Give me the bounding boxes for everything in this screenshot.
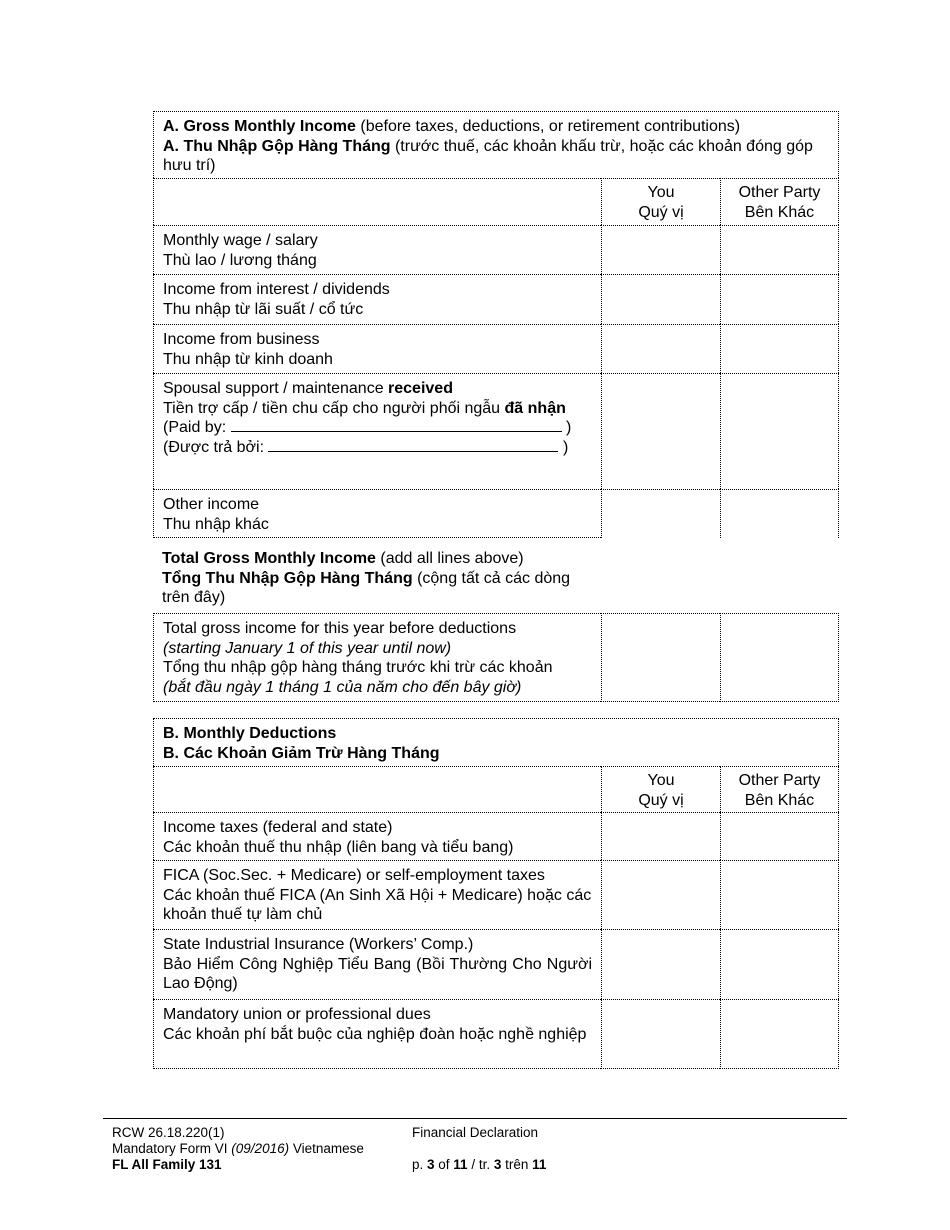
you-amount-field[interactable]	[601, 613, 720, 702]
section-b	[153, 718, 839, 1069]
row-label	[153, 929, 601, 999]
table-row-spousal-support	[153, 373, 839, 489]
row-label	[153, 812, 601, 860]
year-total-vi: Tổng thu nhập gộp hàng tháng trước khi trừ các khoản	[163, 659, 553, 676]
column-header-you	[601, 178, 720, 225]
footer-center	[412, 1125, 546, 1173]
other-party-amount-field[interactable]	[720, 929, 839, 999]
you-amount-field[interactable]	[601, 812, 720, 860]
table-row	[153, 489, 839, 538]
section-b-title	[153, 718, 839, 766]
section-a-title-vi-rest: (trước thuế, các khoản khấu trừ, hoặc các khoản đóng góp hưu trí)	[163, 137, 813, 174]
row-label	[153, 860, 601, 929]
column-header-you	[601, 766, 720, 812]
row-label	[153, 373, 601, 489]
section-a-title	[153, 111, 839, 178]
you-amount-field[interactable]	[601, 929, 720, 999]
section-a-title-en-bold: A. Gross Monthly Income	[163, 118, 356, 135]
footer-rcw: RCW 26.18.220(1)	[112, 1125, 225, 1140]
col-other-en: Other Party	[738, 184, 821, 201]
col-you-vi: Quý vị	[638, 791, 684, 809]
year-total-vi-italic: (bắt đầu ngày 1 tháng 1 của năm cho đến bây giờ)	[163, 678, 522, 696]
row-label	[153, 274, 601, 324]
footer-doc-title: Financial Declaration	[412, 1125, 539, 1140]
page-number: p. 3 of 11 / tr. 3 trên 11	[412, 1157, 547, 1172]
col-you-vi: Quý vị	[638, 203, 684, 221]
total-en-rest: (add all lines above)	[375, 550, 524, 567]
footer-form-lang: Vietnamese	[289, 1141, 364, 1156]
row-label-en: Income from business	[163, 331, 320, 348]
year-total-en-italic: (starting January 1 of this year until now)	[163, 639, 452, 657]
column-header-other-party	[720, 766, 839, 812]
col-you-en: You	[647, 772, 675, 789]
table-row	[153, 860, 839, 929]
col-other-vi: Bên Khác	[744, 203, 815, 221]
row-label-en: Other income	[163, 496, 260, 513]
section-a-title-vi-bold: A. Thu Nhập Gộp Hàng Tháng	[163, 137, 391, 155]
paid-by-input[interactable]	[231, 418, 562, 432]
row-label-vi: Các khoản thuế thu nhập (liên bang và tiểu bang)	[163, 838, 514, 856]
year-total-row	[153, 613, 839, 702]
table-row	[153, 929, 839, 999]
row-label	[153, 225, 601, 274]
col-you-en: You	[647, 184, 675, 201]
row-label	[153, 999, 601, 1069]
row-label-en: Income taxes (federal and state)	[163, 819, 393, 836]
footer-left	[112, 1125, 364, 1173]
you-amount-field[interactable]	[601, 999, 720, 1069]
row-label	[153, 613, 601, 702]
row-label	[153, 324, 601, 373]
close-paren: )	[562, 438, 569, 456]
row-label-vi: Các khoản thuế FICA (An Sinh Xã Hội + Medicare) hoặc các khoản thuế tự làm chủ	[163, 886, 592, 923]
row-label-en: Mandatory union or professional dues	[163, 1006, 431, 1023]
paid-by-vi-label: (Được trả bởi:	[163, 438, 269, 456]
section-b-title-vi: B. Các Khoản Giảm Trừ Hàng Tháng	[163, 744, 440, 762]
row-label-en: Monthly wage / salary	[163, 232, 318, 249]
section-b-title-en: B. Monthly Deductions	[163, 725, 337, 742]
column-header-blank	[153, 178, 601, 225]
row-label-vi: Thu nhập từ kinh doanh	[163, 350, 333, 368]
total-gross-monthly-label	[153, 538, 601, 613]
row-label-vi: Bảo Hiểm Công Nghiệp Tiểu Bang (Bồi Thường Cho Người Lao Động)	[163, 955, 592, 992]
other-party-amount-field[interactable]	[720, 489, 839, 538]
you-amount-field[interactable]	[601, 324, 720, 373]
column-header-other-party	[720, 178, 839, 225]
other-party-amount-field[interactable]	[720, 324, 839, 373]
row-label-en: Income from interest / dividends	[163, 281, 390, 298]
other-party-amount-field[interactable]	[720, 999, 839, 1069]
row-label-en: State Industrial Insurance (Workers’ Comp.)	[163, 936, 474, 953]
table-row	[153, 812, 839, 860]
you-amount-field[interactable]	[601, 860, 720, 929]
other-party-amount-field[interactable]	[720, 373, 839, 489]
section-a-title-en-rest: (before taxes, deductions, or retirement contributions)	[355, 118, 741, 135]
total-gross-monthly-row	[153, 538, 839, 613]
you-amount-field[interactable]	[601, 274, 720, 324]
page-footer	[103, 1118, 847, 1172]
spousal-en: Spousal support / maintenance	[163, 380, 389, 397]
col-other-vi: Bên Khác	[744, 791, 815, 809]
footer-form-date: (09/2016)	[231, 1141, 290, 1156]
you-amount-field[interactable]	[601, 225, 720, 274]
col-other-en: Other Party	[738, 772, 821, 789]
row-label	[153, 489, 601, 538]
paid-by-vi-input[interactable]	[268, 438, 558, 452]
year-total-en: Total gross income for this year before deductions	[163, 620, 517, 637]
spousal-vi: Tiền trợ cấp / tiền chu cấp cho người phối ngẫu	[163, 399, 505, 417]
you-amount-field[interactable]	[601, 373, 720, 489]
other-party-amount-field[interactable]	[720, 274, 839, 324]
total-vi-rest: (cộng tất cả các dòng trên đây)	[162, 569, 571, 606]
table-row	[153, 999, 839, 1069]
row-label-vi: Các khoản phí bắt buộc của nghiệp đoàn hoặc nghề nghiệp	[163, 1025, 587, 1043]
total-en-bold: Total Gross Monthly Income	[162, 550, 376, 567]
footer-form-id: FL All Family 131	[112, 1157, 222, 1172]
row-label-vi: Thù lao / lương tháng	[163, 251, 317, 269]
other-party-amount-field[interactable]	[720, 613, 839, 702]
spousal-en-bold: received	[388, 380, 453, 397]
paid-by-label: (Paid by:	[163, 419, 231, 436]
other-party-amount-field[interactable]	[720, 860, 839, 929]
you-amount-field[interactable]	[601, 489, 720, 538]
total-vi-bold: Tổng Thu Nhập Gộp Hàng Tháng	[162, 569, 413, 587]
table-row	[153, 225, 839, 274]
other-party-amount-field[interactable]	[720, 225, 839, 274]
row-label-en: FICA (Soc.Sec. + Medicare) or self-employment taxes	[163, 867, 545, 884]
section-a	[153, 111, 839, 702]
table-row	[153, 324, 839, 373]
spousal-vi-bold: đã nhận	[504, 399, 566, 417]
footer-form: Mandatory Form VI	[112, 1141, 232, 1156]
column-header-blank	[153, 766, 601, 812]
row-label-vi: Thu nhập khác	[163, 515, 269, 533]
row-label-vi: Thu nhập từ lãi suất / cổ tức	[163, 300, 364, 318]
close-paren: )	[566, 419, 572, 436]
table-row	[153, 274, 839, 324]
other-party-amount-field[interactable]	[720, 812, 839, 860]
